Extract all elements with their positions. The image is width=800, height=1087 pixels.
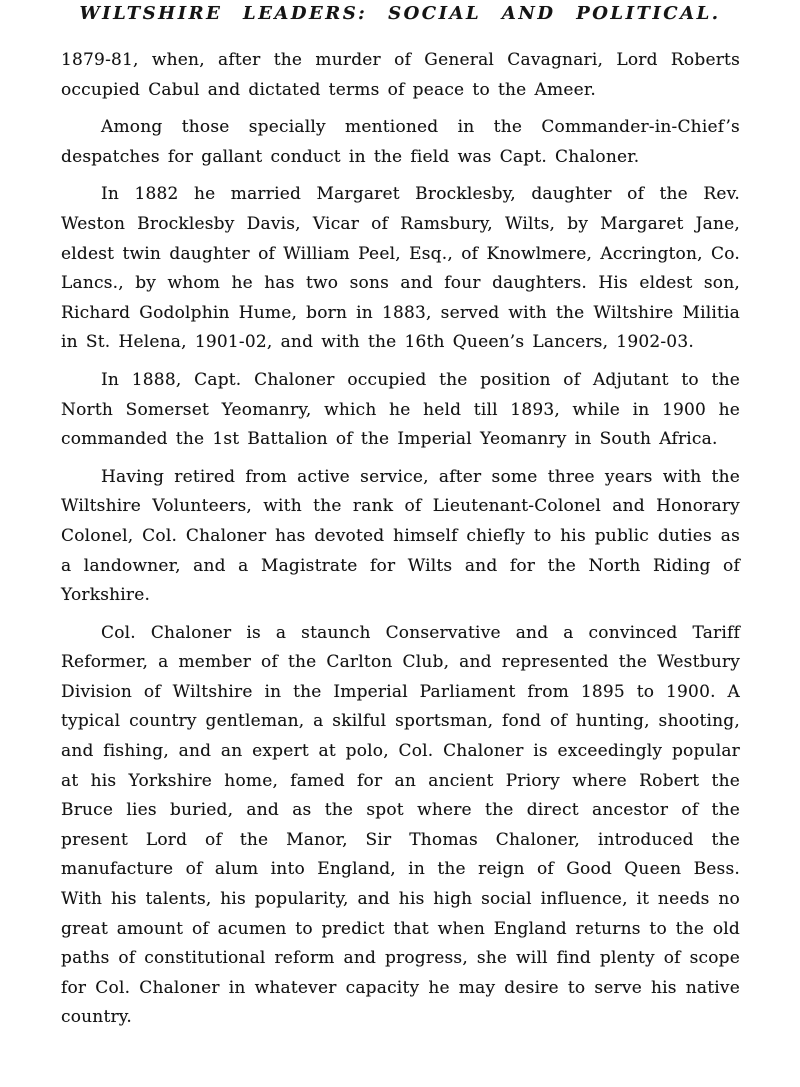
paragraph-marriage-family: In 1882 he married Margaret Brocklesby, daughter of the Rev. Weston Brocklesby Davis, Vicar of Ramsbury, Wilts, by Margaret Jane, eldest twin daughter of William Peel, Esq., of Knowlmere, Accrington, Co. Lancs., by whom he has two sons and four daughters. His eldest son, Richard Godolphin Hume, born in 1883, served with the Wiltshire Militia in St. Helena, 1901-02, and with the 16th Queen’s Lancers, 1902-03. [61, 184, 740, 353]
page-body [61, 46, 740, 1041]
paragraph-politics-character: Col. Chaloner is a staunch Conservative and a convinced Tariff Reformer, a member of the Carlton Club, and represented the Westbury Division of Wiltshire in the Imperial Parliament from 1895 to 1900. A typical country gentleman, a skilful sportsman, fond of hunting, shooting, and fishing, and an expert at polo, Col. Chaloner is exceedingly popular at his Yorkshire home, famed for an ancient Priory where Robert the Bruce lies buried, and as the spot where the direct ancestor of the present Lord of the Manor, Sir Thomas Chaloner, introduced the manufacture of alum into England, in the reign of Good Queen Bess. With his talents, his popularity, and his high social influence, it needs no great amount of acumen to predict that when England returns to the old paths of constitutional reform and progress, she will find plenty of scope for Col. Chaloner in whatever capacity he may desire to serve his native country. [61, 622, 740, 1028]
paragraph-adjutant-yeomanry: In 1888, Capt. Chaloner occupied the position of Adjutant to the North Somerset Yeomanry, which he held till 1893, while in 1900 he commanded the 1st Battalion of the Imperial Yeomanry in South Africa. [61, 369, 740, 450]
paragraph-retirement-duties: Having retired from active service, after some three years with the Wiltshire Volunteers, with the rank of Lieutenant-Colonel and Honorary Colonel, Col. Chaloner has devoted himself chiefly to his public duties as a landowner, and a Magistrate for Wilts and for the North Riding of Yorkshire. [61, 466, 740, 606]
paragraph-despatches: Among those specially mentioned in the Commander-in-Chief’s despatches for gallant conduct in the field was Capt. Chaloner. [61, 117, 740, 167]
page-running-header: WILTSHIRE LEADERS: SOCIAL AND POLITICAL. [79, 3, 721, 24]
paragraph-continuation: 1879-81, when, after the murder of General Cavagnari, Lord Roberts occupied Cabul and dictated terms of peace to the Ameer. [61, 50, 740, 100]
